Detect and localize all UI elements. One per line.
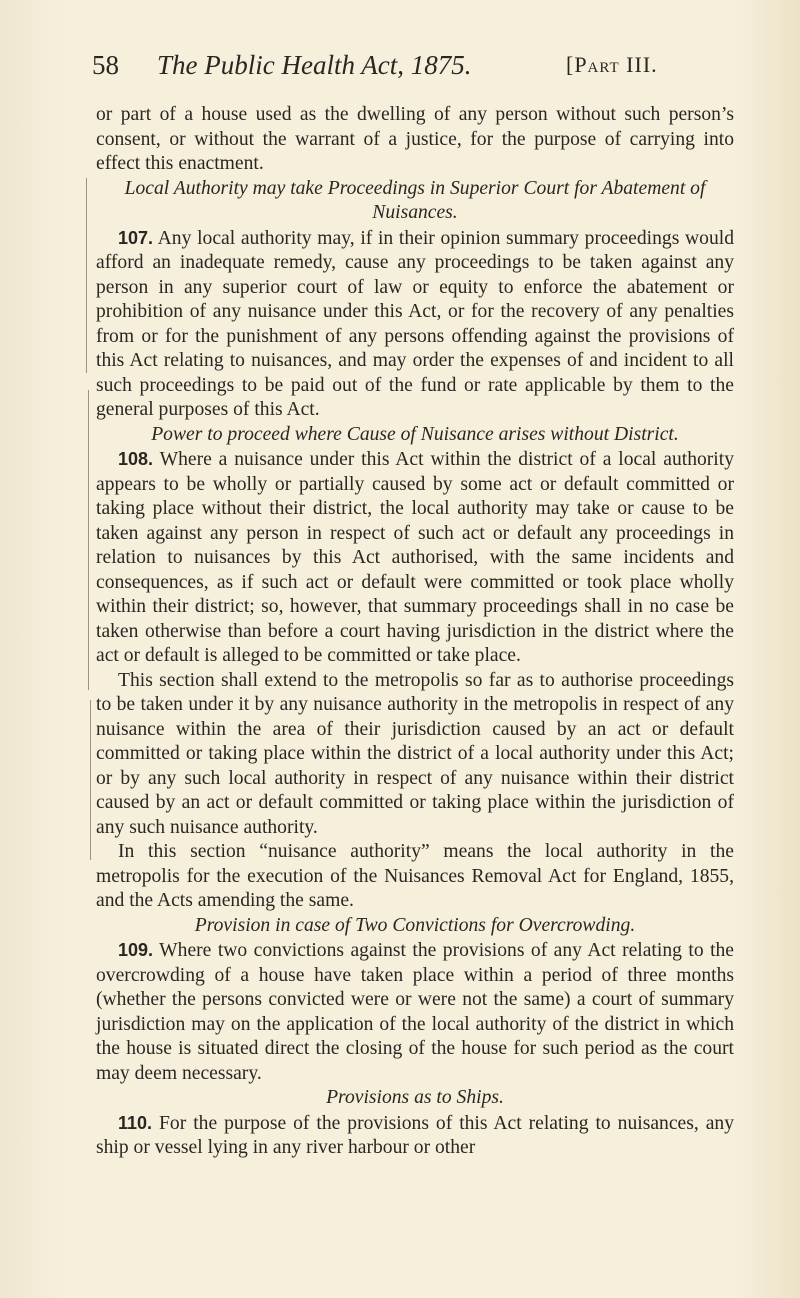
page-number: 58 xyxy=(92,50,119,80)
section-number: 108. xyxy=(118,449,154,469)
margin-line xyxy=(90,700,91,860)
section-109-heading: Provision in case of Two Convictions for Overcrowding. xyxy=(194,914,636,936)
section-108-text: In this section “nuisance authority” means the local authority in the metropolis for the execution of the Nuisances Removal Act for England, 1855, and the Acts amending the same. xyxy=(96,841,734,911)
section-110-text: 110. For the purpose of the provisions of this Act relating to nuisances, any ship or vessel lying in any river harbour or other xyxy=(96,1112,734,1158)
section-number: 110. xyxy=(118,1112,153,1133)
margin-line xyxy=(88,390,89,690)
margin-line xyxy=(86,178,87,373)
section-number: 107. xyxy=(118,227,154,248)
opening-paragraph: or part of a house used as the dwelling of any person without such person’s consent, or without the warrant of a justice, for the purpose of carrying into effect this enactment. xyxy=(96,104,734,174)
part-label: [Part III. xyxy=(566,52,658,77)
section-108-heading: Power to proceed where Cause of Nuisance arises without District. xyxy=(151,423,679,445)
section-107-text: 107. Any local authority may, if in their opinion summary proceedings would afford an inadequate remedy, cause any proceedings to be taken against any person in any superior court of law or equity to enforce the abatement or prohibition of any nuisance under this Act, or for the recovery of any penalties from or for the punishment of any persons offending against the provisions of this Act relating to nuisances, and may order the expenses of and incident to all such proceedings to be paid out of the fund or rate applicable by them to the general purposes of this Act. xyxy=(96,227,734,420)
running-title: The Public Health Act, 1875. xyxy=(157,50,472,80)
running-header xyxy=(92,50,732,90)
section-108-text: 108. Where a nuisance under this Act within the district of a local authority appears to be wholly or partially caused by some act or default committed or taking place without their district, the local authority may take or cause to be taken against any person in respect of such act or default any proceedings in relation to nuisances by this Act authorised, with the same incidents and consequences, as if such act or default were committed or took place wholly within their district; so, however, that summary proceedings shall in no case be taken otherwise than before a court having jurisdiction in the district where the act or default is alleged to be committed or take place. xyxy=(96,449,734,666)
section-109-text: 109. Where two convictions against the provisions of any Act relating to the overcrowding of a house have taken place within a period of three months (whether the persons convicted were or were not the same) a court of summary jurisdiction may on the application of the local authority of the district in which the house is situated direct the closing of the house for such period as the court may deem necessary. xyxy=(96,940,735,1084)
section-number: 109. xyxy=(118,940,154,960)
page-body xyxy=(96,103,734,1161)
section-108-text: This section shall extend to the metropolis so far as to authorise proceedings to be taken under it by any nuisance authority in the metropolis in respect of any nuisance within the area of their jurisdiction caused by an act or default committed or taking place within the district of a local authority under this Act; or by any such local authority in respect of any nuisance within their district caused by an act or default committed or taking place within the jurisdiction of any such nuisance authority. xyxy=(96,669,734,838)
section-110-heading: Provisions as to Ships. xyxy=(326,1087,504,1108)
section-107-heading: Local Authority may take Proceedings in Superior Court for Abatement of Nuisances. xyxy=(124,177,706,223)
